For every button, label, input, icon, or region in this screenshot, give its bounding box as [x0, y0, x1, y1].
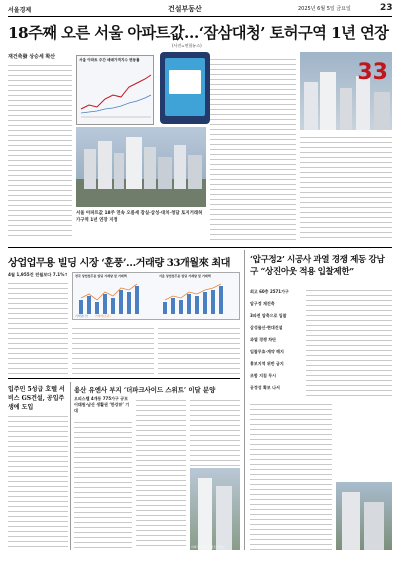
story-two-charts — [72, 272, 240, 320]
section-label-left: 서울경제 — [8, 7, 32, 14]
chart-title-left: 전국 상업업무용 빌딩 거래량 및 거래액 — [75, 274, 127, 278]
article-body — [8, 412, 68, 550]
article-body — [300, 133, 392, 240]
top-story-headline: 18주째 오른 서울 아파트값…‘잠삼대청’ 토허구역 1년 연장 — [8, 24, 389, 42]
article-body — [136, 396, 186, 550]
article-body — [8, 61, 72, 237]
masthead — [8, 4, 392, 16]
phone-graphic — [160, 52, 210, 124]
sidebar-item: 홍보지역 위반 금지 — [250, 361, 284, 366]
sidebar-item: 압구정 재건축 — [250, 301, 275, 306]
inset-line-series-2 — [81, 95, 151, 113]
apartment-photo — [336, 482, 392, 550]
article-body — [306, 286, 392, 398]
column-divider — [244, 250, 245, 550]
chart-inset — [76, 55, 154, 125]
masthead-rule — [8, 16, 392, 17]
section-divider — [8, 247, 392, 248]
chart-inset-graphic — [77, 65, 155, 125]
apartment-illustration — [336, 482, 392, 550]
sidebar-item: 조합 지침 무시 — [250, 373, 276, 378]
legend-volume: 거래량(건) — [75, 314, 88, 318]
story-two-headline: 상업업무용 빌딩 시장 ‘훈풍’…거래량 33개월來 최대 — [8, 257, 231, 269]
story-five-headline: 용산 유엔사 부지 ‘더파크사이드 스위트’ 이달 분양 — [74, 386, 216, 394]
skyline-illustration — [76, 127, 206, 207]
article-body — [210, 55, 296, 240]
story-three-headline: ‘압구정2’ 시공사 과열 경쟁 제동 강남구 “상진아웃 적용 입찰제한” — [250, 255, 385, 277]
page-number: 23 — [380, 3, 393, 13]
big-number: 33 — [357, 60, 388, 85]
sidebar-item: 입찰무효·계약 해지 — [250, 349, 284, 354]
rendering-caption: 더파크사이드 스위트 조감도 — [191, 545, 226, 549]
issue-date: 2025년 6월 5일 금요일 — [298, 6, 351, 12]
article-body — [8, 279, 68, 374]
rendering-image — [190, 468, 240, 550]
skyline-photo — [76, 127, 206, 207]
legend-value: 거래액(조원) — [94, 314, 111, 318]
right-photo — [300, 52, 392, 130]
sidebar-item: 삼성물산·현대건설 — [250, 325, 283, 330]
chart-title-right: 서울 상업업무용 빌딩 거래량 및 거래액 — [159, 274, 211, 278]
story-two-subhead: 4월 1,955건 전월보다 7.1%↑ — [8, 272, 68, 277]
sidebar-item: 과열 경쟁 차단 — [250, 337, 276, 342]
inset-line-series — [81, 75, 151, 109]
column-divider — [70, 382, 71, 550]
article-body — [190, 396, 240, 466]
story-three-sidebar — [250, 286, 302, 396]
story-four-headline: 입주민 5성급 호텔 서비스 GS건설, 공입주생에 도입 — [8, 386, 65, 411]
sidebar-item: 공정성 확보 나서 — [250, 385, 280, 390]
chart-inset-title: 서울 아파트 주간 매매가격지수 변동률 — [79, 58, 140, 62]
section-label-center: 건설부동산 — [168, 5, 202, 13]
quote-box: 서울 아파트값 18주 연속 오름세 잠실·삼성·대치·청담 토지거래허가구역 1년 연장 지정 — [76, 211, 203, 223]
section-divider — [8, 378, 240, 379]
sidebar-item: 3파전 압축으로 입찰 — [250, 313, 287, 318]
article-body — [74, 418, 132, 550]
article-body — [158, 324, 240, 374]
story-five-lead: 오피스텔 4개동 775가구 규모 이태원·남산 생활권 ‘한강뷰’ 기대 — [74, 396, 130, 413]
tower-rendering — [190, 468, 240, 550]
top-story-subhead: 재건축發 상승세 확산 — [8, 54, 56, 60]
article-body — [250, 400, 332, 550]
sidebar-item: 최고 60층 2571가구 — [250, 289, 289, 294]
article-body — [72, 324, 154, 374]
top-story-photo-caption: (사진=연합뉴스) — [172, 43, 202, 48]
